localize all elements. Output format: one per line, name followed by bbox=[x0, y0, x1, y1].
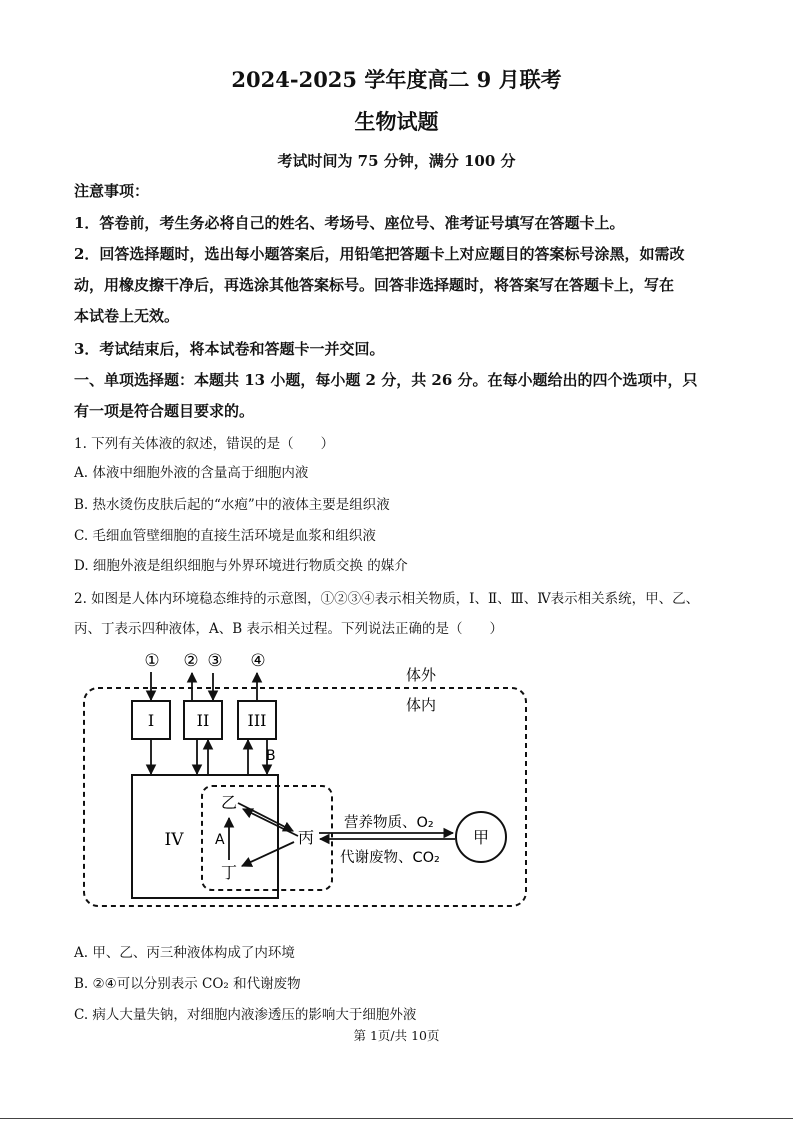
question-1-option-b: B. 热水烫伤皮肤后起的“水疱”中的液体主要是组织液 bbox=[74, 497, 390, 513]
material-4-label: ④ bbox=[250, 651, 266, 671]
question-1-stem: 1. 下列有关体液的叙述，错误的是（ ） bbox=[74, 436, 335, 452]
system-3-label: III bbox=[247, 711, 267, 730]
question-1-option-d: D. 细胞外液是组织细胞与外界环境进行物质交换 的媒介 bbox=[74, 558, 408, 574]
question-2-stem: 2. 如图是人体内环境稳态维持的示意图，①②③④表示相关物质，Ⅰ、Ⅱ、Ⅲ、Ⅳ表示相关系统，甲、乙、 bbox=[74, 591, 700, 607]
page-number: 第 1页/共 10页 bbox=[353, 1028, 440, 1043]
page-title: 2024-2025 学年度高二 9 月联考 bbox=[231, 67, 562, 92]
section-heading: 一、单项选择题：本题共 13 小题，每小题 2 分，共 26 分。在每小题给出的四个选项中，只 bbox=[74, 371, 698, 389]
process-b-label: B bbox=[266, 748, 276, 764]
inside-label: 体内 bbox=[406, 696, 437, 714]
notice-heading: 注意事项： bbox=[74, 182, 150, 200]
system-2-label: II bbox=[196, 711, 210, 730]
question-1-option-c: C. 毛细血管壁细胞的直接生活环境是血浆和组织液 bbox=[74, 528, 376, 544]
fluid-yi-label: 乙 bbox=[221, 793, 238, 812]
process-a-label: A bbox=[215, 832, 225, 848]
notice-item: 3．考试结束后，将本试卷和答题卡一并交回。 bbox=[74, 340, 385, 358]
notice-item: 1．答卷前，考生务必将自己的姓名、考场号、座位号、准考证号填写在答题卡上。 bbox=[74, 214, 625, 232]
bottom-divider bbox=[0, 1118, 793, 1119]
fluid-ding-label: 丁 bbox=[221, 863, 238, 882]
section-heading: 有一项是符合题目要求的。 bbox=[74, 402, 255, 420]
question-1-option-a: A. 体液中细胞外液的含量高于细胞内液 bbox=[74, 465, 309, 481]
outside-label: 体外 bbox=[406, 666, 437, 684]
exam-subject-title: 生物试题 bbox=[354, 109, 439, 134]
material-1-label: ① bbox=[144, 651, 160, 671]
fluid-bing-label: 丙 bbox=[298, 828, 315, 847]
nutrients-label: 营养物质、O₂ bbox=[344, 815, 434, 831]
arrow-bing-to-ding bbox=[242, 842, 294, 866]
system-4-box bbox=[132, 775, 278, 898]
material-2-label: ② bbox=[183, 651, 199, 671]
arrow-bing-to-yi bbox=[243, 809, 298, 836]
system-4-label: IV bbox=[164, 830, 184, 850]
exam-info: 考试时间为 75 分钟，满分 100 分 bbox=[277, 152, 516, 170]
homeostasis-diagram bbox=[76, 646, 536, 916]
waste-label: 代谢废物、CO₂ bbox=[340, 850, 440, 866]
question-2-option-b: B. ②④可以分别表示 CO₂ 和代谢废物 bbox=[74, 976, 301, 992]
question-2-option-c: C. 病人大量失钠，对细胞内液渗透压的影响大于细胞外液 bbox=[74, 1007, 417, 1023]
notice-item: 2．回答选择题时，选出每小题答案后，用铅笔把答题卡上对应题目的答案标号涂黑，如需改 bbox=[74, 245, 685, 263]
question-2-stem: 丙、丁表示四种液体，A、B 表示相关过程。下列说法正确的是（ ） bbox=[74, 621, 503, 637]
notice-item: 动，用橡皮擦干净后，再选涂其他答案标号。回答非选择题时，将答案写在答题卡上，写在 bbox=[74, 276, 675, 294]
fluid-jia-label: 甲 bbox=[472, 828, 490, 847]
material-3-label: ③ bbox=[207, 651, 223, 671]
system-1-label: I bbox=[147, 711, 155, 730]
question-2-option-a: A. 甲、乙、丙三种液体构成了内环境 bbox=[74, 945, 295, 961]
notice-item: 本试卷上无效。 bbox=[74, 307, 180, 325]
arrow-yi-to-bing bbox=[238, 803, 293, 831]
